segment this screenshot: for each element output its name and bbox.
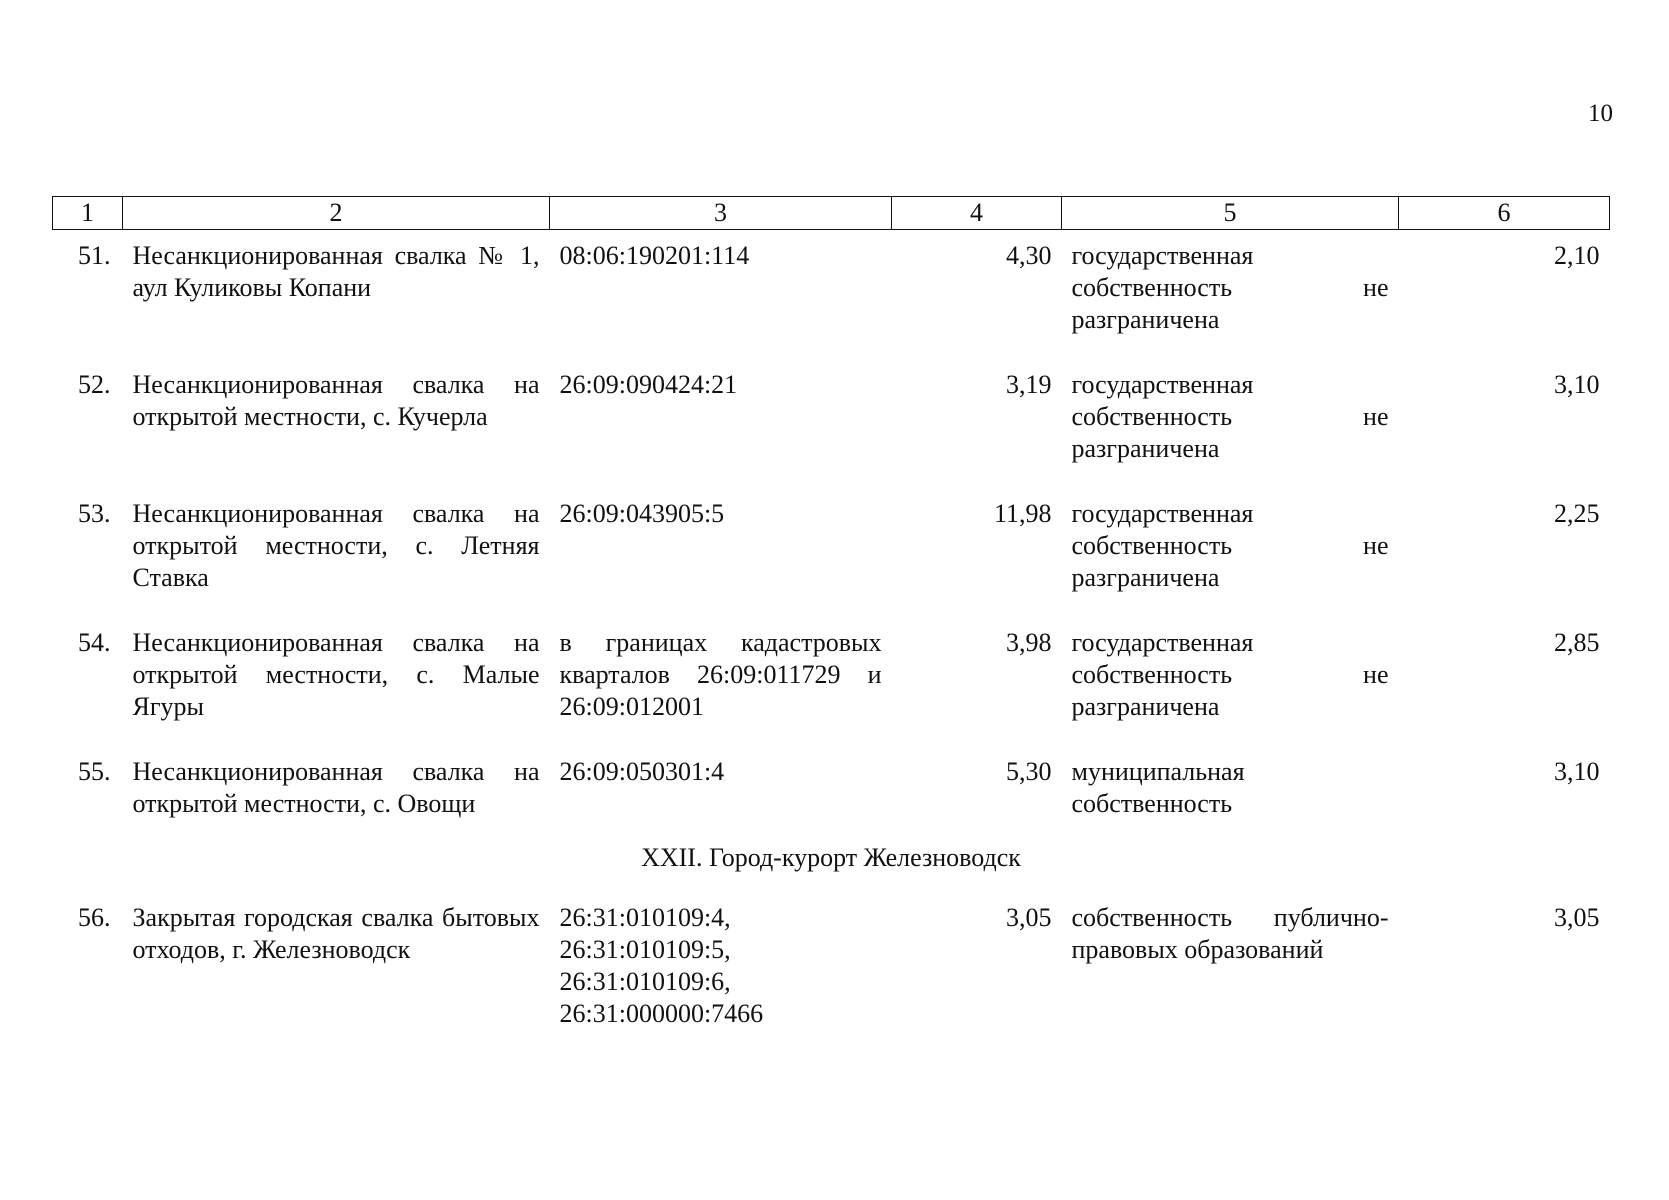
row-number: 51. (78, 241, 111, 270)
cadastral-number (550, 617, 892, 746)
table-row (53, 617, 1610, 746)
section-heading-row (53, 834, 1610, 892)
table-header (53, 197, 1610, 230)
header-row (53, 197, 1610, 230)
header-col-6: 6 (1399, 197, 1610, 230)
register-table (52, 196, 1610, 1032)
cadastral-line: 26:31:010109:6, (559, 967, 731, 996)
cadastral-line: в границах кадастровых кварталов 26:09:011729 и 26:09:012001 (559, 628, 882, 721)
table-row (53, 892, 1610, 1032)
table-row (53, 488, 1610, 617)
header-col-3: 3 (550, 197, 892, 230)
table-row (53, 230, 1610, 360)
row-number: 54. (78, 628, 111, 657)
object-name: Несанкционированная свалка на открытой местности, с. Овощи (132, 757, 540, 818)
cadastral-line: 26:31:010109:5, (559, 935, 731, 964)
area-value: 11,98 (993, 499, 1052, 528)
header-col-4: 4 (892, 197, 1062, 230)
area-value: 3,19 (1006, 370, 1052, 399)
cadastral-number (550, 488, 892, 617)
indicator-value: 3,05 (1554, 903, 1600, 932)
area-value: 3,05 (1006, 903, 1052, 932)
ownership-form: государственная собственность не разграничена (1071, 241, 1389, 334)
ownership-form: государственная собственность не разграничена (1071, 499, 1389, 592)
object-name: Закрытая городская свалка бытовых отходов, г. Железноводск (132, 903, 540, 964)
area-value: 4,30 (1006, 241, 1052, 270)
object-name: Несанкционированная свалка на открытой местности, с. Малые Ягуры (132, 628, 540, 721)
cadastral-line: 26:31:010109:4, (559, 903, 731, 932)
row-number: 53. (78, 499, 111, 528)
table-body (53, 230, 1610, 1033)
header-col-1: 1 (53, 197, 123, 230)
ownership-form: муниципальная собственность (1071, 757, 1245, 818)
row-number: 52. (78, 370, 111, 399)
cadastral-line: 26:09:090424:21 (559, 370, 738, 399)
table-row (53, 359, 1610, 488)
cadastral-number (550, 746, 892, 834)
cadastral-number (550, 230, 892, 360)
row-number: 56. (78, 903, 111, 932)
header-col-5: 5 (1062, 197, 1399, 230)
row-number: 55. (78, 757, 111, 786)
object-name: Несанкционированная свалка на открытой местности, с. Летняя Ставка (132, 499, 540, 592)
area-value: 5,30 (1006, 757, 1052, 786)
cadastral-line: 26:31:000000:7466 (559, 999, 764, 1028)
table-row (53, 746, 1610, 834)
object-name: Несанкционированная свалка № 1, аул Куликовы Копани (132, 241, 540, 302)
indicator-value: 2,85 (1554, 628, 1600, 657)
page-number: 10 (1588, 100, 1613, 127)
cadastral-line: 26:09:043905:5 (559, 499, 725, 528)
area-value: 3,98 (1006, 628, 1052, 657)
cadastral-number (550, 359, 892, 488)
section-title: XXII. Город-курорт Железноводск (641, 843, 1021, 872)
indicator-value: 3,10 (1554, 757, 1600, 786)
indicator-value: 2,25 (1554, 499, 1600, 528)
ownership-form: собственность публично-правовых образований (1071, 903, 1389, 964)
indicator-value: 2,10 (1554, 241, 1600, 270)
ownership-form: государственная собственность не разграничена (1071, 370, 1389, 463)
cadastral-line: 26:09:050301:4 (559, 757, 725, 786)
indicator-value: 3,10 (1554, 370, 1600, 399)
cadastral-line: 08:06:190201:114 (559, 241, 750, 270)
header-col-2: 2 (123, 197, 550, 230)
ownership-form: государственная собственность не разграничена (1071, 628, 1389, 721)
cadastral-number (550, 892, 892, 1032)
register-table-container (52, 196, 1609, 1032)
object-name: Несанкционированная свалка на открытой местности, с. Кучерла (132, 370, 540, 431)
